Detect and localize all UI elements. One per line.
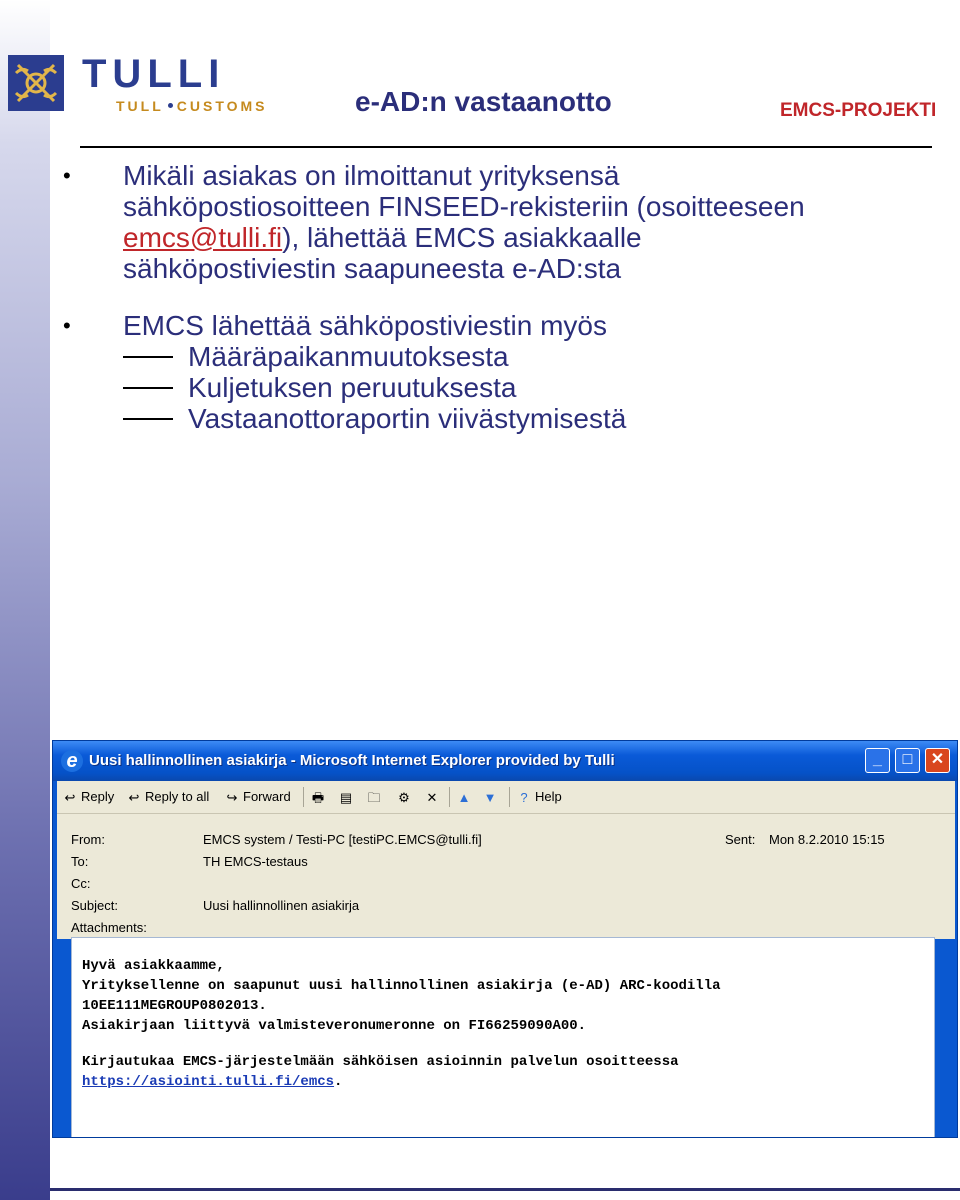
- folder-button[interactable]: [365, 785, 385, 809]
- asiointi-link[interactable]: https://asiointi.tulli.fi/emcs: [82, 1074, 335, 1090]
- print-icon: 🖶: [311, 789, 325, 805]
- window-title: Uusi hallinnollinen asiakirja - Microsoft Internet Explorer provided by Tulli: [89, 752, 615, 769]
- move-button[interactable]: [337, 785, 357, 809]
- sub-item-2: Kuljetuksen peruutuksesta: [55, 372, 935, 403]
- from-value: EMCS system / Testi-PC [testiPC.EMCS@tulli.fi]: [203, 832, 482, 847]
- close-button[interactable]: ✕: [925, 748, 950, 773]
- cc-label: Cc:: [71, 876, 91, 891]
- project-label: EMCS-PROJEKTI: [780, 100, 937, 121]
- bullet-item-2: • EMCS lähettää sähköpostiviestin myös: [63, 310, 607, 341]
- from-label: From:: [71, 832, 105, 847]
- body-line: Yrityksellenne on saapunut uusi hallinnollinen asiakirja (e-AD) ARC-koodilla: [82, 978, 721, 994]
- tulli-emblem-icon: [8, 55, 64, 111]
- sent-label: Sent:: [725, 832, 756, 847]
- rules-button[interactable]: [395, 785, 415, 809]
- sent-value: Mon 8.2.2010 15:15: [769, 832, 885, 847]
- maximize-button[interactable]: □: [895, 748, 920, 773]
- toolbar-separator: [509, 787, 510, 807]
- title-divider: [80, 146, 932, 148]
- reply-all-icon: ↩: [128, 789, 140, 805]
- body-line: 10EE111MEGROUP0802013.: [82, 998, 267, 1014]
- reply-all-button[interactable]: ↩ Reply to all: [125, 785, 209, 809]
- to-label: To:: [71, 854, 89, 869]
- reply-icon: ↩: [64, 789, 76, 805]
- email-toolbar: [57, 781, 955, 814]
- body-line: Kirjautukaa EMCS-järjestelmään sähköisen asioinnin palvelun osoitteessa: [82, 1054, 679, 1070]
- internet-explorer-icon: e: [61, 750, 83, 772]
- delete-button[interactable]: [423, 785, 443, 809]
- up-arrow-icon: ▲: [457, 789, 471, 805]
- slide-sidebar-gradient: [0, 0, 50, 1200]
- emcs-email-link[interactable]: emcs@tulli.fi: [123, 222, 283, 253]
- help-icon: ?: [520, 789, 528, 805]
- tulli-wordmark: TULLI: [82, 52, 226, 96]
- rules-icon: ⚙: [398, 789, 410, 805]
- forward-button[interactable]: ↪ Forward: [223, 785, 291, 809]
- folder-icon: 🗀: [367, 789, 381, 805]
- dash-mark: [123, 418, 173, 420]
- dash-mark: [123, 356, 173, 358]
- bullet-list: [55, 160, 935, 434]
- print-button[interactable]: [309, 785, 329, 809]
- tull-customs-label: TULL CUSTOMS: [116, 98, 268, 114]
- email-headers: [57, 814, 955, 939]
- down-arrow-icon: ▼: [483, 789, 497, 805]
- dash-mark: [123, 387, 173, 389]
- bullet-dot: •: [63, 313, 71, 338]
- reply-button[interactable]: ↩ Reply: [61, 785, 114, 809]
- to-value: TH EMCS-testaus: [203, 854, 308, 869]
- logo-dot: [168, 103, 173, 108]
- window-titlebar[interactable]: [53, 741, 957, 781]
- sub-item-1: Määräpaikanmuutoksesta: [55, 341, 935, 372]
- slide-title: e-AD:n vastaanotto: [355, 86, 612, 117]
- email-window: [52, 740, 958, 1138]
- body-line: Hyvä asiakkaamme,: [82, 958, 225, 974]
- slide-bottom-border: [50, 1188, 960, 1191]
- subject-value: Uusi hallinnollinen asiakirja: [203, 898, 360, 913]
- attachments-label: Attachments:: [71, 920, 147, 935]
- toolbar-separator: [449, 787, 450, 807]
- sub-item-3: Vastaanottoraportin viivästymisestä: [55, 403, 935, 434]
- previous-item-button[interactable]: [455, 785, 475, 809]
- minimize-button[interactable]: _: [865, 748, 890, 773]
- forward-icon: ↪: [226, 789, 238, 805]
- bullet-item-1: • Mikäli asiakas on ilmoittanut yrityksensä sähköpostiosoitteen FINSEED-rekisteriin (osoitteeseen emcs@tulli.fi), lähettää EMCS asiakkaalle sähköpostiviestin saapuneesta e-AD:sta: [63, 160, 805, 284]
- email-body: Hyvä asiakkaamme, Yrityksellenne on saapunut uusi hallinnollinen asiakirja (e-AD) ARC-koodilla 10EE111MEGROUP0802013. Asiakirjaan liittyvä valmisteveronumeronne on FI66259090A00. Kirjautukaa EMCS-järjestelmään sähköisen asioinnin palvelun osoitteessa https://asiointi.tulli.fi/emcs.: [71, 937, 935, 1138]
- help-button[interactable]: ? Help: [515, 785, 562, 809]
- subject-label: Subject:: [71, 898, 118, 913]
- next-item-button[interactable]: [481, 785, 501, 809]
- move-to-folder-icon: ▤: [339, 789, 353, 805]
- toolbar-separator: [303, 787, 304, 807]
- body-line: Asiakirjaan liittyvä valmisteveronumeronne on FI66259090A00.: [82, 1018, 587, 1034]
- bullet-dot: •: [63, 163, 71, 188]
- delete-icon: ✕: [426, 789, 438, 805]
